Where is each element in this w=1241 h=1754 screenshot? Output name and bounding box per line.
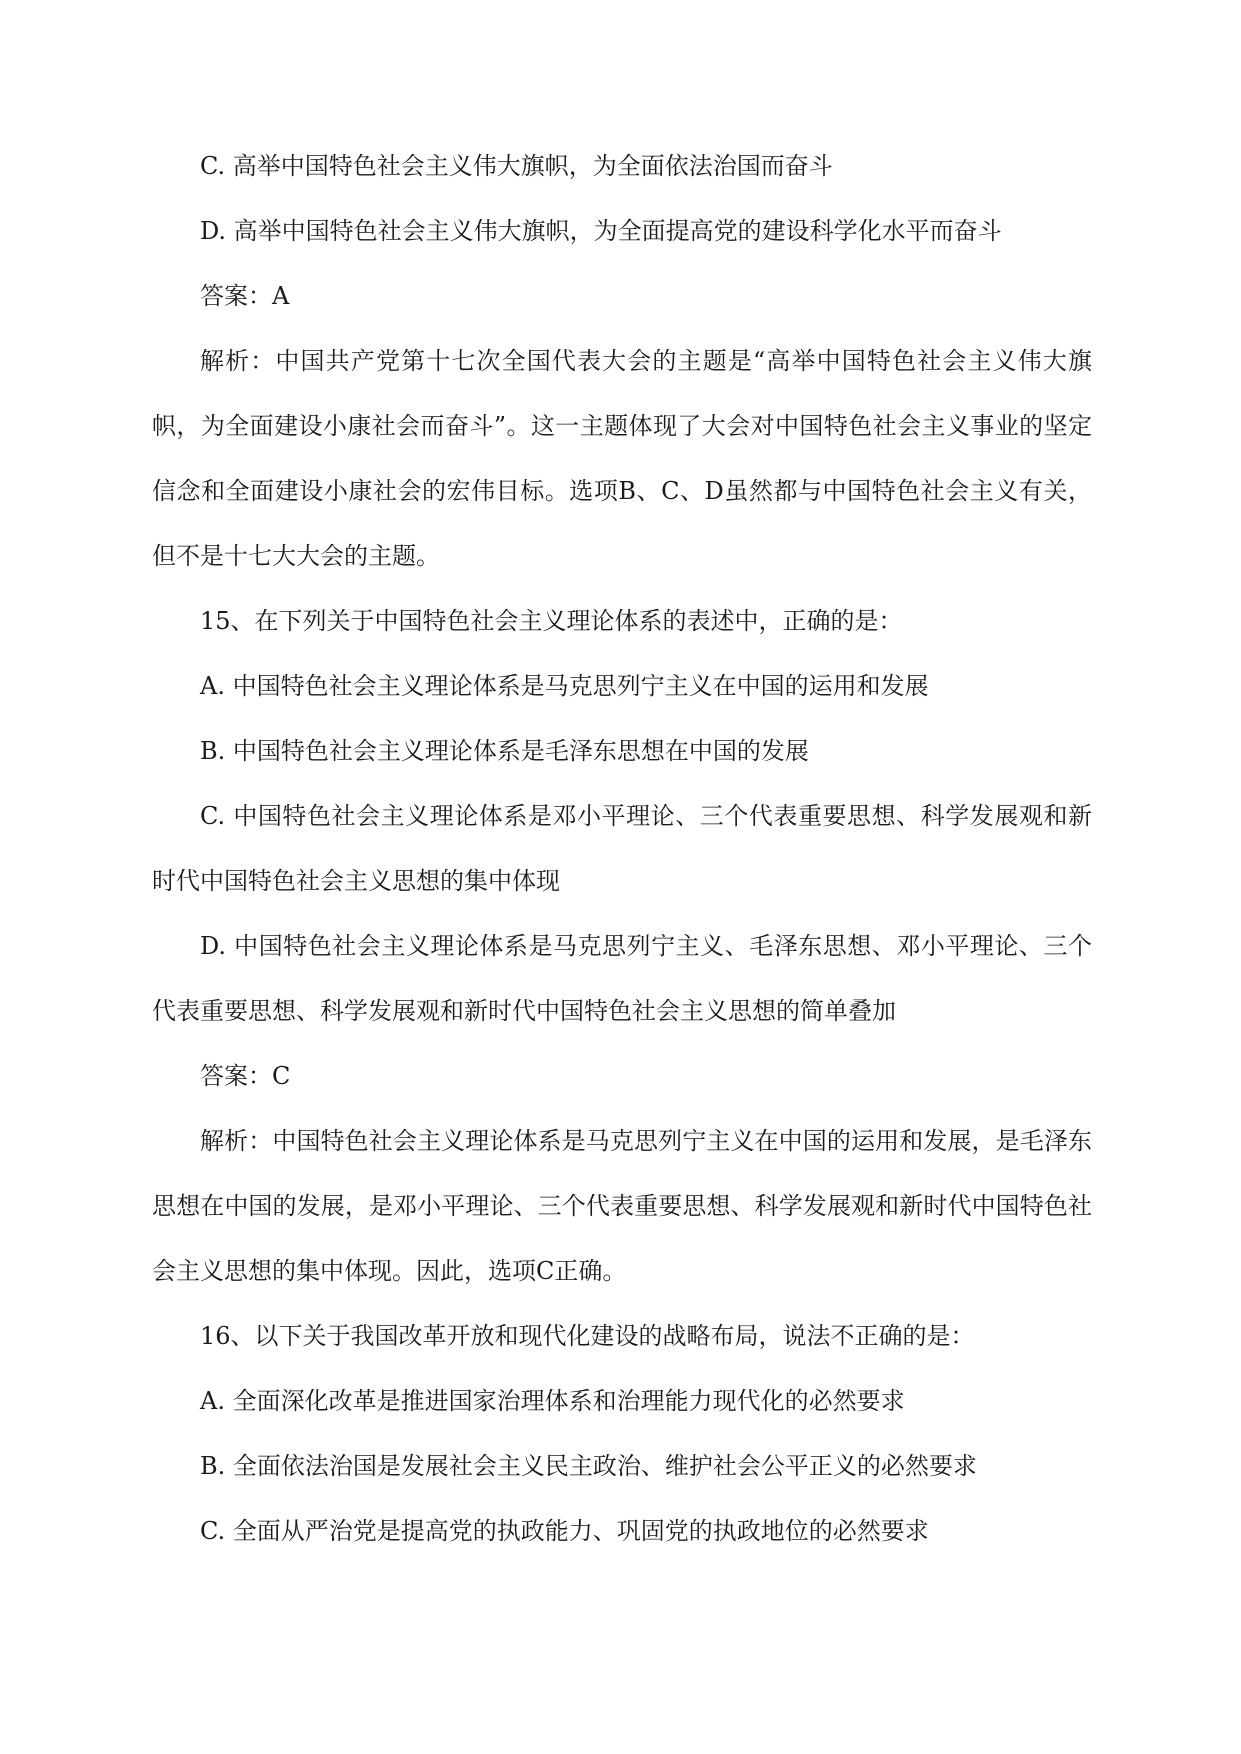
option-c-q15: C. 中国特色社会主义理论体系是邓小平理论、三个代表重要思想、科学发展观和新时代中国特色社会主义思想的集中体现 [152, 802, 1092, 895]
document-body [152, 134, 1092, 1564]
option-d-q14: D. 高举中国特色社会主义伟大旗帜，为全面提高党的建设科学化水平而奋斗 [200, 217, 1002, 245]
explanation-q15: 解析：中国特色社会主义理论体系是马克思列宁主义在中国的运用和发展，是毛泽东思想在中国的发展，是邓小平理论、三个代表重要思想、科学发展观和新时代中国特色社会主义思想的集中体现。因此，选项C正确。 [152, 1127, 1092, 1285]
question-15: 15、在下列关于中国特色社会主义理论体系的表述中，正确的是： [200, 607, 903, 635]
option-a-q15: A. 中国特色社会主义理论体系是马克思列宁主义在中国的运用和发展 [200, 672, 929, 700]
option-b-q15: B. 中国特色社会主义理论体系是毛泽东思想在中国的发展 [200, 737, 809, 765]
answer-q15: 答案：C [200, 1062, 291, 1090]
answer-q14: 答案：A [200, 282, 290, 310]
explanation-q14: 解析：中国共产党第十七次全国代表大会的主题是“高举中国特色社会主义伟大旗帜，为全面建设小康社会而奋斗”。这一主题体现了大会对中国特色社会主义事业的坚定信念和全面建设小康社会的宏伟目标。选项B、C、D虽然都与中国特色社会主义有关，但不是十七大大会的主题。 [152, 347, 1092, 570]
question-16: 16、以下关于我国改革开放和现代化建设的战略布局，说法不正确的是： [200, 1322, 975, 1350]
option-d-q15: D. 中国特色社会主义理论体系是马克思列宁主义、毛泽东思想、邓小平理论、三个代表重要思想、科学发展观和新时代中国特色社会主义思想的简单叠加 [152, 932, 1092, 1025]
option-b-q16: B. 全面依法治国是发展社会主义民主政治、维护社会公平正义的必然要求 [200, 1452, 977, 1480]
option-c-q16: C. 全面从严治党是提高党的执政能力、巩固党的执政地位的必然要求 [200, 1517, 929, 1545]
option-c-q14: C. 高举中国特色社会主义伟大旗帜，为全面依法治国而奋斗 [200, 152, 833, 180]
option-a-q16: A. 全面深化改革是推进国家治理体系和治理能力现代化的必然要求 [200, 1387, 905, 1415]
